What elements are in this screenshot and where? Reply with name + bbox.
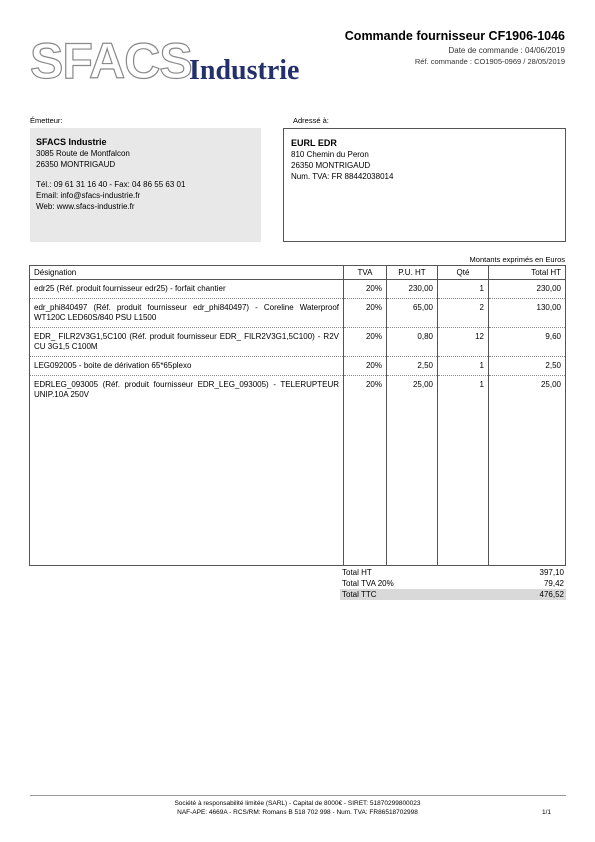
cell-designation: EDRLEG_093005 (Réf. produit fournisseur EDR_LEG_093005) - TELERUPTEUR UNIP.10A 250V bbox=[30, 376, 344, 405]
cell-total: 230,00 bbox=[489, 280, 566, 299]
total-ht-label: Total HT bbox=[342, 568, 372, 577]
recipient-block bbox=[283, 128, 566, 242]
currency-note: Montants exprimés en Euros bbox=[469, 255, 565, 264]
header-designation: Désignation bbox=[30, 266, 344, 280]
cell-quantity: 12 bbox=[438, 328, 489, 357]
cell-tva: 20% bbox=[344, 280, 387, 299]
issuer-block bbox=[30, 128, 261, 242]
cell-total: 25,00 bbox=[489, 376, 566, 405]
cell-designation: edr25 (Réf. produit fournisseur edr25) - forfait chantier bbox=[30, 280, 344, 299]
total-ht-row bbox=[340, 567, 566, 578]
cell-unit-price: 25,00 bbox=[387, 376, 438, 405]
order-date: Date de commande : 04/06/2019 bbox=[448, 46, 565, 55]
totals-block bbox=[340, 567, 566, 600]
total-ttc-row bbox=[340, 589, 566, 600]
table-header-row bbox=[30, 266, 566, 280]
total-ttc-value: 476,52 bbox=[539, 590, 564, 599]
footer-legal-line2: NAF-APE: 4669A - RCS/RM: Romans B 518 702 998 - Num. TVA: FR86518702998 bbox=[177, 809, 418, 816]
table-filler-row bbox=[30, 404, 566, 566]
issuer-address-line1: 3085 Route de Montfalcon bbox=[36, 149, 130, 158]
table-row bbox=[30, 376, 566, 405]
issuer-website: Web: www.sfacs-industrie.fr bbox=[36, 202, 135, 211]
header-quantity: Qté bbox=[438, 266, 489, 280]
issuer-label: Émetteur: bbox=[30, 116, 63, 125]
cell-total: 9,60 bbox=[489, 328, 566, 357]
logo-wordmark: SFACS bbox=[30, 33, 192, 89]
cell-quantity: 1 bbox=[438, 280, 489, 299]
page-number: 1/1 bbox=[541, 809, 551, 816]
cell-tva: 20% bbox=[344, 376, 387, 405]
table-row bbox=[30, 299, 566, 328]
cell-total: 2,50 bbox=[489, 357, 566, 376]
cell-designation: LEG092005 - boite de dérivation 65*65plexo bbox=[30, 357, 344, 376]
cell-unit-price: 0,80 bbox=[387, 328, 438, 357]
order-reference: Réf. commande : CO1905-0969 / 28/05/2019 bbox=[414, 57, 565, 66]
issuer-email: Email: info@sfacs-industrie.fr bbox=[36, 191, 141, 200]
cell-unit-price: 65,00 bbox=[387, 299, 438, 328]
issuer-address-line2: 26350 MONTRIGAUD bbox=[36, 160, 116, 169]
cell-total: 130,00 bbox=[489, 299, 566, 328]
cell-unit-price: 2,50 bbox=[387, 357, 438, 376]
cell-quantity: 2 bbox=[438, 299, 489, 328]
cell-tva: 20% bbox=[344, 299, 387, 328]
document-title: Commande fournisseur CF1906-1046 bbox=[344, 29, 565, 43]
footer-legal-line1: Société à responsabilité limitée (SARL) - Capital de 8000€ - SIRET: 51870299800023 bbox=[174, 800, 421, 807]
cell-designation: edr_phi840497 (Réf. produit fournisseur edr_phi840497) - Coreline Waterproof WT120C LED60S/840 PSU L1500 bbox=[30, 299, 344, 328]
table-row bbox=[30, 328, 566, 357]
total-ttc-label: Total TTC bbox=[342, 590, 377, 599]
total-tva-row bbox=[340, 578, 566, 589]
items-table bbox=[29, 265, 566, 566]
recipient-vat: Num. TVA: FR 88442038014 bbox=[291, 172, 394, 181]
table-row bbox=[30, 357, 566, 376]
cell-tva: 20% bbox=[344, 357, 387, 376]
total-tva-value: 79,42 bbox=[543, 579, 564, 588]
cell-quantity: 1 bbox=[438, 357, 489, 376]
header-unit-price: P.U. HT bbox=[387, 266, 438, 280]
total-ht-value: 397,10 bbox=[539, 568, 564, 577]
header-tva: TVA bbox=[344, 266, 387, 280]
header-total: Total HT bbox=[489, 266, 566, 280]
issuer-phone: Tél.: 09 61 31 16 40 - Fax: 04 86 55 63 01 bbox=[36, 180, 186, 189]
company-logo bbox=[30, 33, 320, 89]
cell-quantity: 1 bbox=[438, 376, 489, 405]
issuer-name: SFACS Industrie bbox=[36, 137, 107, 147]
total-tva-label: Total TVA 20% bbox=[342, 579, 394, 588]
cell-unit-price: 230,00 bbox=[387, 280, 438, 299]
logo-subtitle: Industrie bbox=[189, 55, 300, 86]
recipient-address-line1: 810 Chemin du Peron bbox=[291, 150, 369, 159]
cell-tva: 20% bbox=[344, 328, 387, 357]
cell-designation: EDR_ FILR2V3G1,5C100 (Réf. produit fournisseur EDR_ FILR2V3G1,5C100) - R2V CU 3G1,5 C100M bbox=[30, 328, 344, 357]
recipient-label: Adressé à: bbox=[293, 116, 329, 125]
table-row bbox=[30, 280, 566, 299]
recipient-address-line2: 26350 MONTRIGAUD bbox=[291, 161, 371, 170]
footer-divider bbox=[30, 795, 566, 796]
recipient-name: EURL EDR bbox=[291, 138, 337, 148]
